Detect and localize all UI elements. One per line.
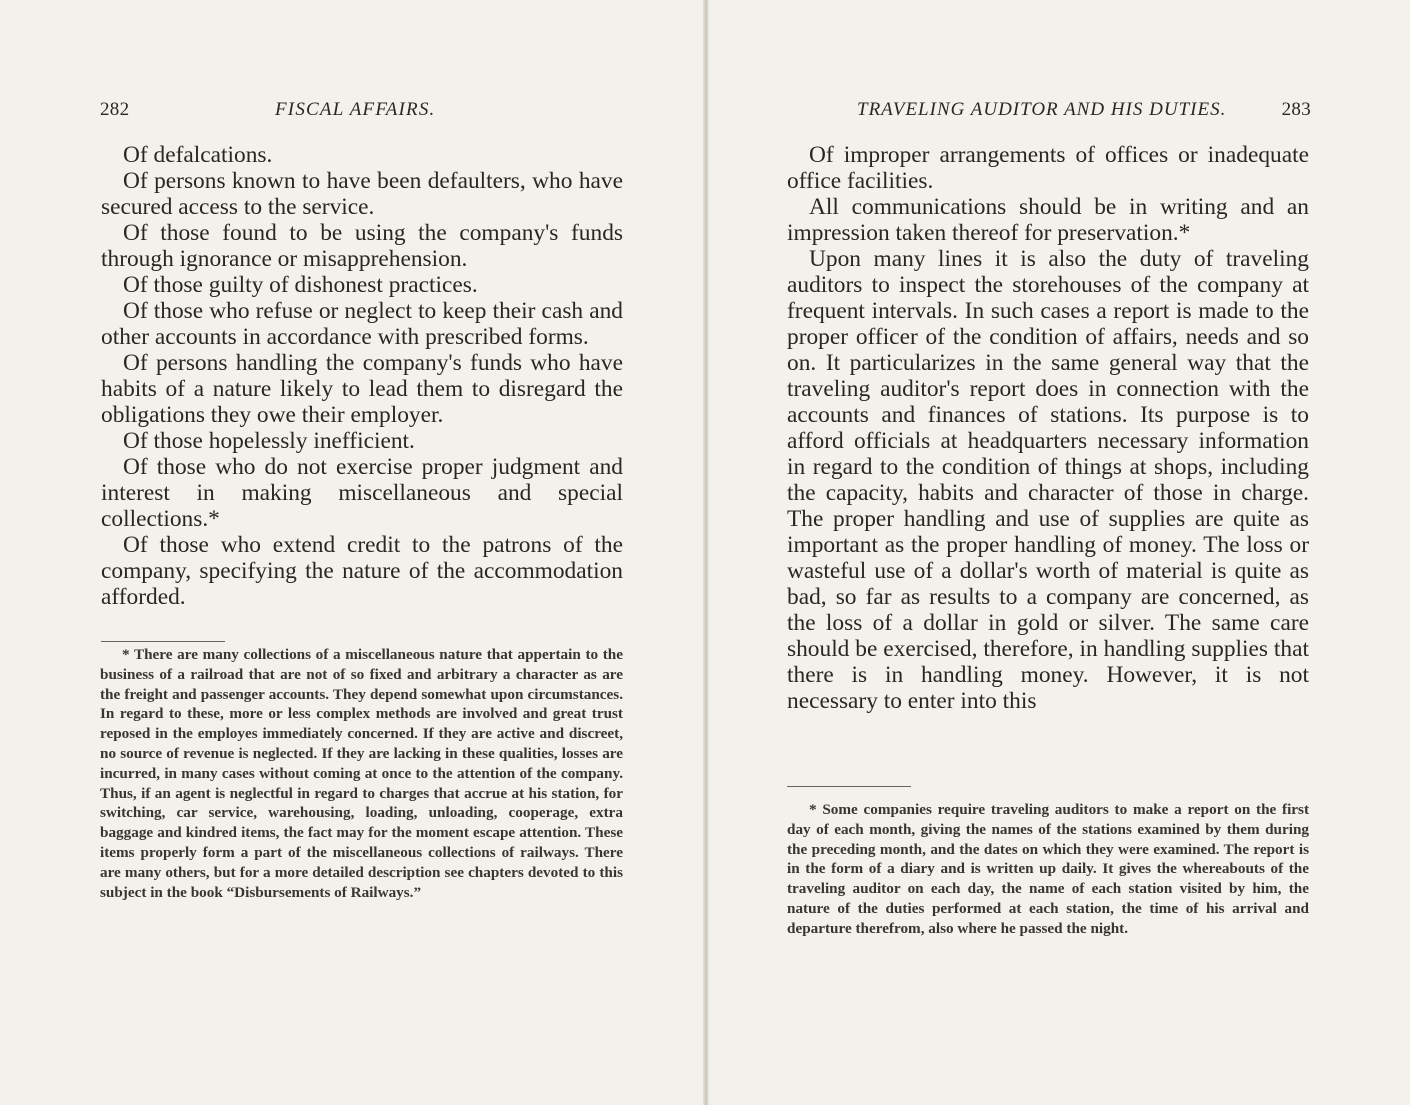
- left-running-head: [100, 99, 624, 123]
- left-paragraph: Of those who extend credit to the patrons of the company, specifying the nature of the accommodation afforded.: [101, 532, 623, 610]
- left-paragraph: Of those found to be using the company's funds through ignorance or misapprehension.: [101, 220, 623, 272]
- right-footnote: [787, 800, 1309, 939]
- left-footnote-text: * There are many collections of a miscellaneous nature that appertain to the business of a railroad that are not of so fixed and arbitrary a character as are the freight and passenger accounts. They depend somewhat upon circumstances. In regard to these, more or less complex methods are involved and great trust reposed in the employes immediately concerned. If they are active and discreet, no source of revenue is neglected. If they are lacking in these qualities, losses are incurred, in many cases without coming at once to the attention of the company. Thus, if an agent is neglectful in regard to charges that accrue at his station, for switching, car service, warehousing, loading, unloading, cooperage, extra baggage and kindred items, the fact may for the moment escape attention. These items properly form a part of the miscellaneous collections of railways. There are many others, but for a more detailed description see chapters devoted to this subject in the book “Disbursements of Railways.”: [100, 646, 623, 901]
- right-paragraph: Upon many lines it is also the duty of traveling auditors to inspect the storehouses of the company at frequent intervals. In such cases a report is made to the proper officer of the condition of affairs, needs and so on. It particularizes in the same general way that the traveling auditor's report does in connection with the accounts and finances of stations. Its purpose is to afford officials at headquarters necessary information in regard to the condition of things at shops, including the capacity, habits and character of those in charge. The proper handling and use of supplies are quite as important as the proper handling of money. The loss or wasteful use of a dollar's worth of material is quite as bad, so far as results to a company are concerned, as the loss of a dollar in gold or silver. The same care should be exercised, therefore, in handling supplies that there is in handling money. However, it is not necessary to enter into this: [787, 246, 1309, 714]
- left-paragraph: Of those who refuse or neglect to keep their cash and other accounts in accordance with prescribed forms.: [101, 298, 623, 350]
- right-page: [709, 0, 1410, 1105]
- right-running-head: [787, 99, 1311, 123]
- right-body-text: [787, 142, 1309, 714]
- left-page-number: 282: [100, 99, 130, 120]
- right-running-title: TRAVELING AUDITOR AND HIS DUTIES.: [857, 99, 1227, 120]
- left-footnote-rule: [101, 641, 225, 642]
- right-paragraph: All communications should be in writing and an impression taken thereof for preservation.*: [787, 194, 1309, 246]
- left-paragraph: Of defalcations.: [123, 142, 273, 168]
- left-running-title: FISCAL AFFAIRS.: [275, 99, 436, 120]
- left-page: [0, 0, 703, 1105]
- left-footnote: [100, 645, 623, 902]
- right-footnote-rule: [787, 786, 911, 787]
- right-footnote-text: * Some companies require traveling auditors to make a report on the first day of each month, giving the names of the stations examined by them during the preceding month, and the dates on which they were examined. The report is in the form of a diary and is written up daily. It gives the whereabouts of the traveling auditor on each day, the name of each station visited by him, the nature of the duties performed at each station, the time of his arrival and departure therefrom, also where he passed the night.: [787, 801, 1309, 937]
- left-paragraph: Of those guilty of dishonest practices.: [123, 272, 478, 298]
- left-paragraph: Of persons handling the company's funds who have habits of a nature likely to lead them to disregard the obligations they owe their employer.: [101, 350, 623, 428]
- left-paragraph: Of those hopelessly inefficient.: [123, 428, 415, 454]
- right-page-number: 283: [1281, 99, 1311, 120]
- right-paragraph: Of improper arrangements of offices or inadequate office facilities.: [787, 142, 1309, 194]
- left-body-text: [101, 142, 623, 610]
- left-paragraph: Of persons known to have been defaulters, who have secured access to the service.: [101, 168, 623, 220]
- left-paragraph: Of those who do not exercise proper judgment and interest in making miscellaneous and special collections.*: [101, 454, 623, 532]
